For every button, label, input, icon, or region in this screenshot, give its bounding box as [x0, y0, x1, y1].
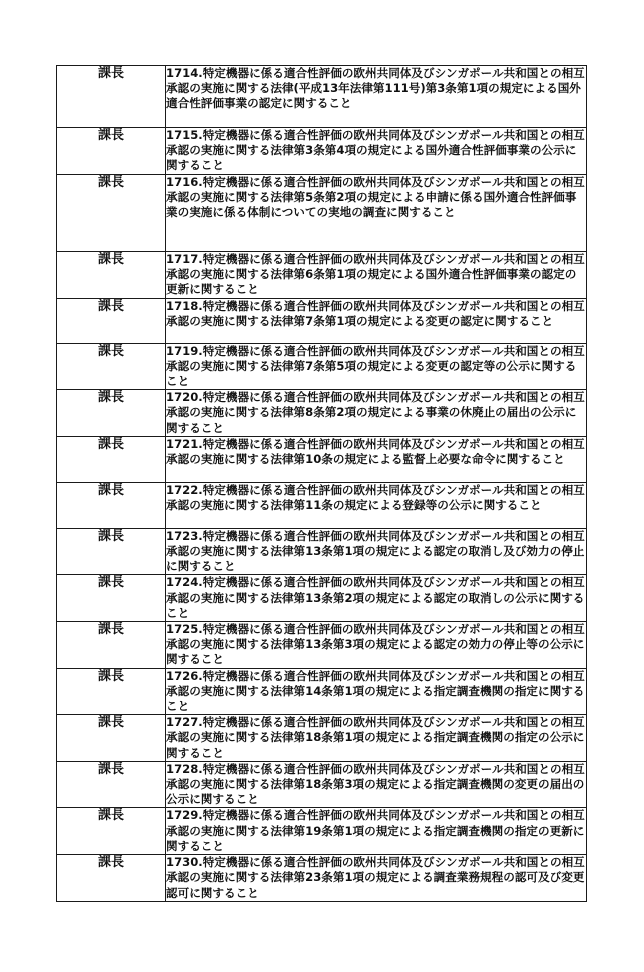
item-cell — [166, 343, 587, 390]
item-content — [166, 128, 586, 174]
table-row — [57, 390, 587, 437]
item-cell — [166, 482, 587, 528]
rank-cell: 課長 — [57, 343, 166, 390]
table-row — [57, 66, 587, 128]
table-row — [57, 575, 587, 622]
item-content — [166, 622, 586, 668]
table-row — [57, 436, 587, 482]
table-row — [57, 855, 587, 902]
item-cell — [166, 174, 587, 251]
item-cell — [166, 436, 587, 482]
item-text: 特定機器に係る適合性評価の欧州共同体及びシンガポール共和国との相互承認の実施に関する法律第13条第1項の規定による認定の取消し及び効力の停止に関すること — [166, 528, 585, 574]
item-number: 1715. — [166, 128, 203, 142]
item-text: 特定機器に係る適合性評価の欧州共同体及びシンガポール共和国との相互承認の実施に関する法律第6条第1項の規定による国外適合性評価事業の認定の更新に関すること — [166, 251, 585, 297]
rank-cell: 課長 — [57, 482, 166, 528]
item-content — [166, 529, 586, 575]
item-text: 特定機器に係る適合性評価の欧州共同体及びシンガポール共和国との相互承認の実施に関する法律第5条第2項の規定による申請に係る国外適合性評価事業の実施に係る体制についての実地の調査に関すること — [166, 174, 585, 220]
item-content — [166, 715, 586, 761]
item-content — [166, 437, 586, 467]
item-number: 1722. — [166, 482, 203, 497]
rank-cell: 課長 — [57, 251, 166, 298]
table-body — [57, 66, 587, 902]
item-content — [166, 252, 586, 298]
item-text: 特定機器に係る適合性評価の欧州共同体及びシンガポール共和国との相互承認の実施に関する法律第7条第1項の規定による変更の認定に関すること — [166, 298, 585, 328]
item-content — [166, 762, 586, 808]
item-text: 特定機器に係る適合性評価の欧州共同体及びシンガポール共和国との相互承認の実施に関する法律(平成13年法律第111号)第3条第1項の規定による国外適合性評価事業の認定に関すること — [166, 66, 585, 111]
rank-cell: 課長 — [57, 761, 166, 808]
item-text: 特定機器に係る適合性評価の欧州共同体及びシンガポール共和国との相互承認の実施に関する法律第18条第1項の規定による指定調査機関の指定の公示に関すること — [166, 715, 585, 760]
item-content — [166, 855, 586, 901]
table-row — [57, 808, 587, 855]
item-cell — [166, 128, 587, 175]
rank-cell: 課長 — [57, 66, 166, 128]
item-number: 1729. — [166, 808, 203, 823]
item-content — [166, 390, 586, 436]
item-cell — [166, 251, 587, 298]
rank-cell: 課長 — [57, 436, 166, 482]
table-row — [57, 715, 587, 762]
item-text: 特定機器に係る適合性評価の欧州共同体及びシンガポール共和国との相互承認の実施に関する法律第19条第1項の規定による指定調査機関の指定の更新に関すること — [166, 808, 585, 853]
rank-cell: 課長 — [57, 715, 166, 762]
item-number: 1724. — [166, 575, 203, 590]
item-text: 特定機器に係る適合性評価の欧州共同体及びシンガポール共和国との相互承認の実施に関する法律第11条の規定による登録等の公示に関すること — [166, 482, 585, 513]
item-content — [166, 575, 586, 621]
rank-cell: 課長 — [57, 528, 166, 575]
item-number: 1728. — [166, 761, 203, 776]
table-row — [57, 298, 587, 343]
rank-cell: 課長 — [57, 298, 166, 343]
item-number: 1720. — [166, 390, 203, 405]
item-text: 特定機器に係る適合性評価の欧州共同体及びシンガポール共和国との相互承認の実施に関する法律第3条第4項の規定による国外適合性評価事業の公示に関すること — [166, 128, 585, 173]
rank-cell: 課長 — [57, 808, 166, 855]
item-content — [166, 483, 586, 513]
item-cell — [166, 855, 587, 902]
rank-cell: 課長 — [57, 855, 166, 902]
item-number: 1717. — [166, 251, 203, 266]
item-cell — [166, 715, 587, 762]
table-row — [57, 528, 587, 575]
item-number: 1721. — [166, 436, 203, 451]
item-cell — [166, 761, 587, 808]
item-cell — [166, 528, 587, 575]
item-text: 特定機器に係る適合性評価の欧州共同体及びシンガポール共和国との相互承認の実施に関する法律第13条第3項の規定による認定の効力の停止等の公示に関すること — [166, 622, 585, 667]
item-cell — [166, 66, 587, 128]
item-number: 1716. — [166, 174, 203, 189]
rank-cell: 課長 — [57, 174, 166, 251]
item-text: 特定機器に係る適合性評価の欧州共同体及びシンガポール共和国との相互承認の実施に関する法律第23条第1項の規定による調査業務規程の認可及び変更認可に関すること — [166, 855, 585, 900]
item-content — [166, 299, 586, 329]
item-number: 1723. — [166, 528, 203, 543]
table-row — [57, 622, 587, 669]
table-row — [57, 668, 587, 715]
item-cell — [166, 622, 587, 669]
item-content — [166, 669, 586, 715]
table-row — [57, 343, 587, 390]
item-number: 1730. — [166, 855, 203, 870]
item-text: 特定機器に係る適合性評価の欧州共同体及びシンガポール共和国との相互承認の実施に関する法律第13条第2項の規定による認定の取消しの公示に関すること — [166, 575, 585, 620]
item-content — [166, 808, 586, 854]
item-content — [166, 175, 586, 221]
rank-cell: 課長 — [57, 128, 166, 175]
item-number: 1714. — [166, 66, 203, 80]
item-number: 1718. — [166, 298, 203, 313]
item-cell — [166, 808, 587, 855]
table-row — [57, 761, 587, 808]
table-row — [57, 482, 587, 528]
item-text: 特定機器に係る適合性評価の欧州共同体及びシンガポール共和国との相互承認の実施に関する法律第7条第5項の規定による変更の認定等の公示に関すること — [166, 343, 585, 389]
item-number: 1719. — [166, 343, 203, 358]
table-row — [57, 251, 587, 298]
table-row — [57, 128, 587, 175]
item-cell — [166, 668, 587, 715]
item-text: 特定機器に係る適合性評価の欧州共同体及びシンガポール共和国との相互承認の実施に関する法律第18条第3項の規定による指定調査機関の変更の届出の公示に関すること — [166, 761, 585, 807]
rank-cell: 課長 — [57, 622, 166, 669]
rank-cell: 課長 — [57, 575, 166, 622]
item-number: 1727. — [166, 715, 203, 730]
item-text: 特定機器に係る適合性評価の欧州共同体及びシンガポール共和国との相互承認の実施に関する法律第10条の規定による監督上必要な命令に関すること — [166, 436, 585, 467]
item-content — [166, 66, 586, 112]
delegation-table — [56, 65, 587, 902]
table-row — [57, 174, 587, 251]
rank-cell: 課長 — [57, 390, 166, 437]
item-cell — [166, 575, 587, 622]
item-number: 1726. — [166, 668, 203, 683]
item-content — [166, 344, 586, 390]
item-cell — [166, 390, 587, 437]
item-text: 特定機器に係る適合性評価の欧州共同体及びシンガポール共和国との相互承認の実施に関する法律第8条第2項の規定による事業の休廃止の届出の公示に関すること — [166, 390, 585, 435]
item-cell — [166, 298, 587, 343]
rank-cell: 課長 — [57, 668, 166, 715]
item-number: 1725. — [166, 622, 203, 637]
item-text: 特定機器に係る適合性評価の欧州共同体及びシンガポール共和国との相互承認の実施に関する法律第14条第1項の規定による指定調査機関の指定に関すること — [166, 668, 585, 714]
